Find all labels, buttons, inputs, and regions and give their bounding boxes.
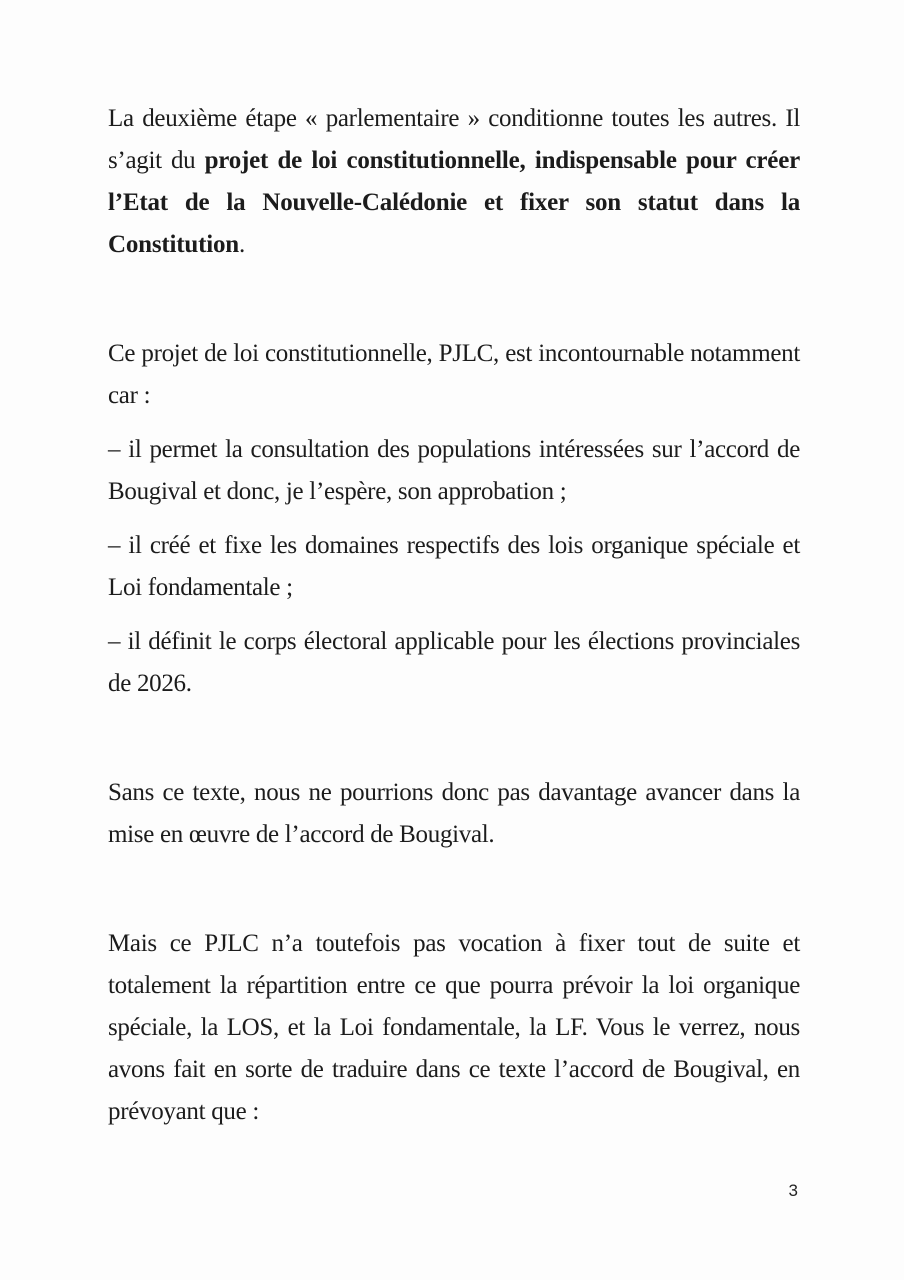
intro-lead-text: La deuxième étape « parlementaire » conditionne toutes les autres. Il s’agit du bbox=[108, 105, 800, 174]
intro-bold-text: projet de loi constitutionnelle, indispensable pour créer l’Etat de la Nouvelle-Calédonie et fixer son statut dans la Constitution bbox=[108, 147, 800, 258]
intro-tail-text: . bbox=[238, 231, 245, 258]
paragraph-intro bbox=[108, 98, 800, 266]
page-number: 3 bbox=[788, 1181, 798, 1200]
document-body bbox=[108, 98, 800, 1133]
bullet-domaines: – il créé et fixe les domaines respectifs des lois organique spéciale et Loi fondamentale ; bbox=[108, 532, 800, 601]
bullet-corps-electoral: – il définit le corps électoral applicable pour les élections provinciales de 2026. bbox=[108, 628, 800, 697]
paragraph-sans-texte: Sans ce texte, nous ne pourrions donc pas davantage avancer dans la mise en œuvre de l’accord de Bougival. bbox=[108, 779, 800, 848]
paragraph-pjlc-intro: Ce projet de loi constitutionnelle, PJLC, est incontournable notamment car : bbox=[108, 340, 800, 409]
paragraph-mais-pjlc: Mais ce PJLC n’a toutefois pas vocation à fixer tout de suite et totalement la répartition entre ce que pourra prévoir la loi organique spéciale, la LOS, et la Loi fondamentale, la LF. Vous le verrez, nous avons fait en sorte de traduire dans ce texte l’accord de Bougival, en prévoyant que : bbox=[108, 930, 800, 1125]
bullet-consultation: – il permet la consultation des populations intéressées sur l’accord de Bougival et donc, je l’espère, son approbation ; bbox=[108, 436, 800, 505]
